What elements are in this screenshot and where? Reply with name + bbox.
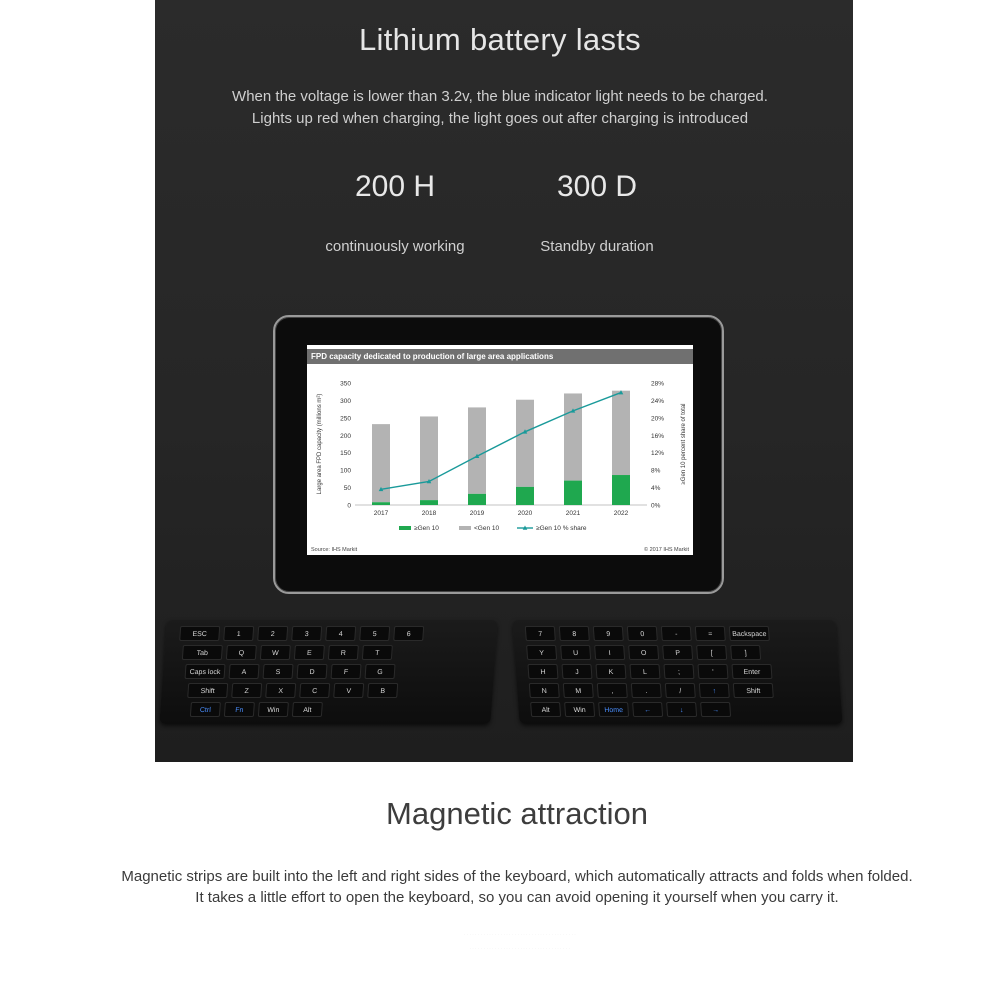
bar-lt-gen10 [612, 391, 630, 475]
key-m[interactable]: M [563, 683, 594, 698]
key-a[interactable]: A [229, 664, 260, 679]
bar-gen10 [372, 502, 390, 505]
key-u[interactable]: U [560, 645, 591, 660]
chart-title: FPD capacity dedicated to production of large area applications [307, 349, 693, 364]
x-tick-label: 2019 [469, 510, 485, 517]
key-b[interactable]: B [367, 683, 398, 698]
key-s[interactable]: S [263, 664, 294, 679]
hero-title: Lithium battery lasts [359, 22, 641, 57]
stat-working-hours [315, 170, 475, 255]
bar-gen10 [468, 494, 486, 505]
y-axis-title: Large area FPD capacity (millions m²) [317, 393, 323, 495]
y2-tick-label: 0% [651, 502, 661, 510]
capacity-chart [307, 345, 693, 555]
key-4[interactable]: 4 [325, 626, 356, 641]
key-1[interactable]: 1 [223, 626, 254, 641]
key-alt[interactable]: Alt [292, 702, 323, 717]
fine-print-line-2: · · · · · · · · · · · · · · · · · · · · · · · · · · · · · · · · · · · · [469, 946, 571, 950]
y-tick-label: 200 [340, 432, 351, 440]
key-[interactable]: ↓ [666, 702, 697, 717]
key-l[interactable]: L [629, 664, 660, 679]
bar-lt-gen10 [564, 393, 582, 480]
x-tick-label: 2020 [517, 510, 533, 517]
key-esc[interactable]: ESC [179, 626, 220, 641]
legend-label-lt-gen10: <Gen 10 [474, 525, 500, 532]
key-home[interactable]: Home [598, 702, 629, 717]
share-line [381, 393, 621, 490]
bar-gen10 [420, 500, 438, 505]
stat-label: Standby duration [540, 238, 654, 255]
key-shift[interactable]: Shift [187, 683, 228, 698]
y-tick-label: 250 [340, 415, 351, 423]
key-f[interactable]: F [331, 664, 362, 679]
section-title: Magnetic attraction [386, 796, 648, 831]
key-e[interactable]: E [294, 645, 325, 660]
chart-copyright: © 2017 IHS Markit [643, 547, 689, 553]
key-5[interactable]: 5 [359, 626, 390, 641]
bar-gen10 [612, 475, 630, 505]
tablet-screen [307, 345, 693, 555]
y2-tick-label: 4% [651, 485, 661, 493]
key-y[interactable]: Y [526, 645, 557, 660]
legend-swatch-lt-gen10 [459, 526, 471, 530]
keyboard-left-half [159, 620, 497, 724]
key-z[interactable]: Z [231, 683, 262, 698]
y-tick-label: 100 [340, 467, 351, 475]
y2-tick-label: 28% [651, 380, 665, 388]
legend-label-share: ≥Gen 10 % share [536, 525, 587, 532]
key-ctrl[interactable]: Ctrl [190, 702, 221, 717]
key-p[interactable]: P [662, 645, 693, 660]
key-[interactable]: [ [696, 645, 727, 660]
stat-standby-days [517, 170, 677, 255]
bar-gen10 [564, 481, 582, 505]
key-x[interactable]: X [265, 683, 296, 698]
key-[interactable]: . [631, 683, 662, 698]
key-0[interactable]: 0 [627, 626, 658, 641]
y-tick-label: 50 [343, 485, 351, 493]
key-d[interactable]: D [297, 664, 328, 679]
key-n[interactable]: N [529, 683, 560, 698]
tablet-device [273, 315, 724, 594]
y2-tick-label: 20% [651, 415, 665, 423]
section-description [60, 866, 974, 908]
key-c[interactable]: C [299, 683, 330, 698]
key-win[interactable]: Win [258, 702, 289, 717]
stat-value: 300 D [556, 170, 638, 203]
key-shift[interactable]: Shift [733, 683, 774, 698]
x-tick-label: 2022 [613, 510, 629, 517]
bar-lt-gen10 [468, 407, 486, 493]
key-v[interactable]: V [333, 683, 364, 698]
section-desc-line-1: Magnetic strips are built into the left and right sides of the keyboard, which automatically attracts and folds when folded. [121, 868, 913, 885]
key-[interactable]: - [661, 626, 692, 641]
key-g[interactable]: G [365, 664, 396, 679]
key-k[interactable]: K [595, 664, 626, 679]
key-win[interactable]: Win [564, 702, 595, 717]
key-w[interactable]: W [260, 645, 291, 660]
key-[interactable]: / [665, 683, 696, 698]
key-r[interactable]: R [328, 645, 359, 660]
y2-tick-label: 8% [651, 467, 661, 475]
chart-source: Source: IHS Markit [311, 547, 358, 553]
legend-swatch-gen10 [399, 526, 411, 530]
y-tick-label: 300 [340, 397, 351, 405]
x-tick-label: 2018 [421, 510, 437, 517]
bar-lt-gen10 [516, 400, 534, 487]
key-caps-lock[interactable]: Caps lock [185, 664, 226, 679]
key-3[interactable]: 3 [291, 626, 322, 641]
key-h[interactable]: H [527, 664, 558, 679]
bar-lt-gen10 [420, 416, 438, 500]
x-tick-label: 2021 [565, 510, 581, 517]
key-2[interactable]: 2 [257, 626, 288, 641]
section-desc-line-2: It takes a little effort to open the keyboard, so you can avoid opening it yourself when you carry it. [195, 889, 839, 906]
key-[interactable]: ← [632, 702, 663, 717]
key-[interactable]: = [695, 626, 726, 641]
hero-desc-line-1: When the voltage is lower than 3.2v, the blue indicator light needs to be charged. [232, 88, 768, 105]
key-backspace[interactable]: Backspace [729, 626, 770, 641]
key-[interactable]: , [597, 683, 628, 698]
keyboard-right-half [512, 620, 842, 724]
key-7[interactable]: 7 [525, 626, 556, 641]
y-tick-label: 150 [340, 450, 351, 458]
legend-label-gen10: ≥Gen 10 [414, 525, 439, 532]
y-tick-label: 0 [347, 502, 351, 510]
key-j[interactable]: J [561, 664, 592, 679]
hero-desc-line-2: Lights up red when charging, the light goes out after charging is introduced [251, 110, 749, 127]
y-tick-label: 350 [340, 380, 351, 388]
stat-label: continuously working [325, 238, 465, 255]
key-o[interactable]: O [628, 645, 659, 660]
y2-tick-label: 16% [651, 432, 665, 440]
key-8[interactable]: 8 [559, 626, 590, 641]
key-[interactable]: ' [697, 664, 728, 679]
key-enter[interactable]: Enter [731, 664, 772, 679]
key-i[interactable]: I [594, 645, 625, 660]
key-alt[interactable]: Alt [530, 702, 561, 717]
key-fn[interactable]: Fn [224, 702, 255, 717]
y2-tick-label: 12% [651, 450, 665, 458]
y2-tick-label: 24% [651, 397, 665, 405]
key-6[interactable]: 6 [393, 626, 424, 641]
key-t[interactable]: T [362, 645, 393, 660]
key-tab[interactable]: Tab [182, 645, 223, 660]
key-[interactable]: ; [663, 664, 694, 679]
key-[interactable]: ] [730, 645, 761, 660]
key-[interactable]: → [700, 702, 731, 717]
key-[interactable]: ↑ [699, 683, 730, 698]
key-9[interactable]: 9 [593, 626, 624, 641]
fine-print-line-1: · · · · · · · · · · · · · · · · · · · · · · · · · · · · · · · · · · · · · · · · [464, 932, 576, 936]
bar-gen10 [516, 487, 534, 505]
stat-value: 200 H [354, 170, 436, 203]
key-q[interactable]: Q [226, 645, 257, 660]
hero-description [0, 86, 1000, 130]
y2-axis-title: ≥Gen 10 percent share of total [681, 403, 687, 485]
x-tick-label: 2017 [373, 510, 389, 517]
